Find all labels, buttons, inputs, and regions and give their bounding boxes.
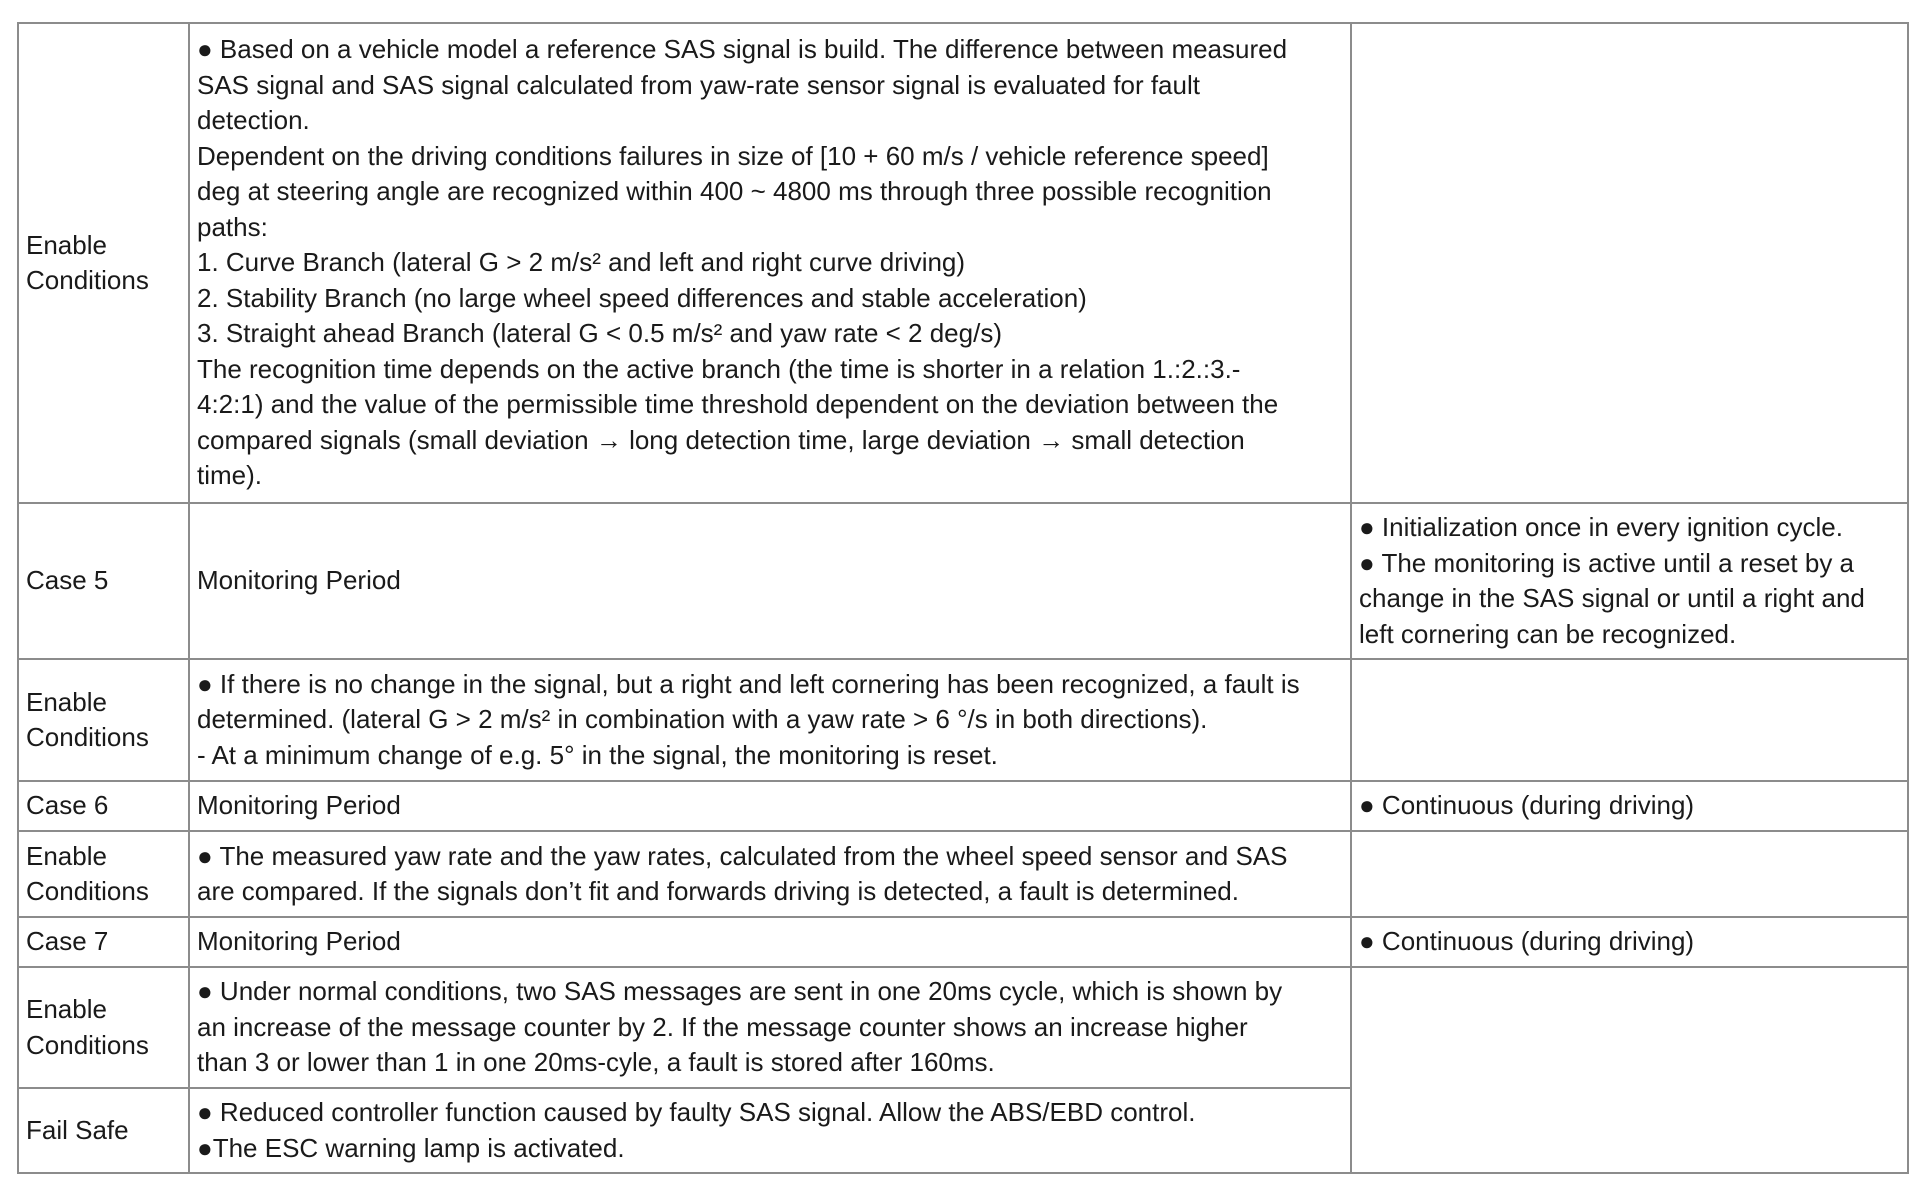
text-line: ● Continuous (during driving) bbox=[1359, 926, 1695, 957]
case-label: Case 5 bbox=[18, 503, 189, 659]
text-line: 2. Stability Branch (no large wheel speed differences and stable acceleration) bbox=[197, 282, 1087, 313]
text-line: ● The measured yaw rate and the yaw rates, calculated from the wheel speed sensor and SAS bbox=[197, 840, 1288, 871]
condition-text bbox=[189, 23, 1351, 503]
text-line: ● The monitoring is active until a reset by a bbox=[1359, 547, 1855, 578]
table-row bbox=[18, 781, 1908, 831]
monitoring-period-label: Monitoring Period bbox=[189, 781, 1351, 831]
text-line: 4:2:1) and the value of the permissible time threshold dependent on the deviation between the bbox=[197, 389, 1279, 420]
text-line: Dependent on the driving conditions failures in size of [10 + 60 m/s / vehicle reference speed] bbox=[197, 140, 1269, 171]
text-line: change in the SAS signal or until a right and bbox=[1359, 583, 1865, 613]
condition-text bbox=[189, 831, 1351, 917]
table-row bbox=[18, 917, 1908, 967]
table-row bbox=[18, 967, 1908, 1088]
text-line: an increase of the message counter by 2. If the message counter shows an increase higher bbox=[197, 1011, 1248, 1042]
text-line: determined. (lateral G > 2 m/s² in combination with a yaw rate > 6 °/s in both directions). bbox=[197, 704, 1208, 735]
text-line: 1. Curve Branch (lateral G > 2 m/s² and left and right curve driving) bbox=[197, 247, 966, 278]
condition-text bbox=[189, 967, 1351, 1088]
table-row bbox=[18, 503, 1908, 659]
text-line: 3. Straight ahead Branch (lateral G < 0.5 m/s² and yaw rate < 2 deg/s) bbox=[197, 318, 1002, 349]
case-label: Case 6 bbox=[18, 781, 189, 831]
case-label: Case 7 bbox=[18, 917, 189, 967]
monitoring-period-text bbox=[1351, 503, 1908, 659]
row-label: Enable Conditions bbox=[18, 23, 189, 503]
text-line: ● Initialization once in every ignition cycle. bbox=[1359, 512, 1843, 542]
empty-cell bbox=[1351, 967, 1908, 1173]
text-line: compared signals (small deviation → long detection time, large deviation → small detection bbox=[197, 424, 1245, 455]
text-line: The recognition time depends on the active branch (the time is shorter in a relation 1.:2.:3.- bbox=[197, 353, 1241, 384]
text-line: ● Reduced controller function caused by faulty SAS signal. Allow the ABS/EBD control. bbox=[197, 1097, 1196, 1127]
fail-safe-label: Fail Safe bbox=[18, 1088, 189, 1173]
fail-safe-text bbox=[189, 1088, 1351, 1173]
text-line: - At a minimum change of e.g. 5° in the signal, the monitoring is reset. bbox=[197, 739, 998, 770]
monitoring-period-text bbox=[1351, 917, 1908, 967]
text-line: time). bbox=[197, 460, 262, 491]
empty-cell bbox=[1351, 659, 1908, 781]
table-row bbox=[18, 831, 1908, 917]
empty-cell bbox=[1351, 23, 1908, 503]
text-line: ●The ESC warning lamp is activated. bbox=[197, 1132, 625, 1163]
monitoring-period-label: Monitoring Period bbox=[189, 503, 1351, 659]
text-line: are compared. If the signals don’t fit and forwards driving is detected, a fault is determined. bbox=[197, 876, 1239, 906]
condition-text bbox=[189, 659, 1351, 781]
monitoring-period-label: Monitoring Period bbox=[189, 917, 1351, 967]
row-label: Enable Conditions bbox=[18, 831, 189, 917]
text-line: detection. bbox=[197, 105, 310, 136]
row-label: Enable Conditions bbox=[18, 659, 189, 781]
text-line: ● Based on a vehicle model a reference SAS signal is build. The difference between measured bbox=[197, 34, 1288, 65]
text-line: ● If there is no change in the signal, but a right and left cornering has been recognized, a fault is bbox=[197, 668, 1300, 699]
row-label: Enable Conditions bbox=[18, 967, 189, 1088]
text-line: ● Continuous (during driving) bbox=[1359, 790, 1695, 821]
text-line: ● Under normal conditions, two SAS messages are sent in one 20ms cycle, which is shown by bbox=[197, 976, 1283, 1007]
text-line: paths: bbox=[197, 211, 268, 242]
empty-cell bbox=[1351, 831, 1908, 917]
text-line: deg at steering angle are recognized within 400 ~ 4800 ms through three possible recognition bbox=[197, 176, 1272, 207]
table-row bbox=[18, 659, 1908, 781]
text-line: SAS signal and SAS signal calculated from yaw-rate sensor signal is evaluated for fault bbox=[197, 69, 1200, 100]
text-line: than 3 or lower than 1 in one 20ms-cyle, a fault is stored after 160ms. bbox=[197, 1047, 995, 1078]
sas-monitoring-table bbox=[17, 22, 1909, 1174]
table-row bbox=[18, 23, 1908, 503]
text-line: left cornering can be recognized. bbox=[1359, 618, 1737, 649]
monitoring-period-text bbox=[1351, 781, 1908, 831]
